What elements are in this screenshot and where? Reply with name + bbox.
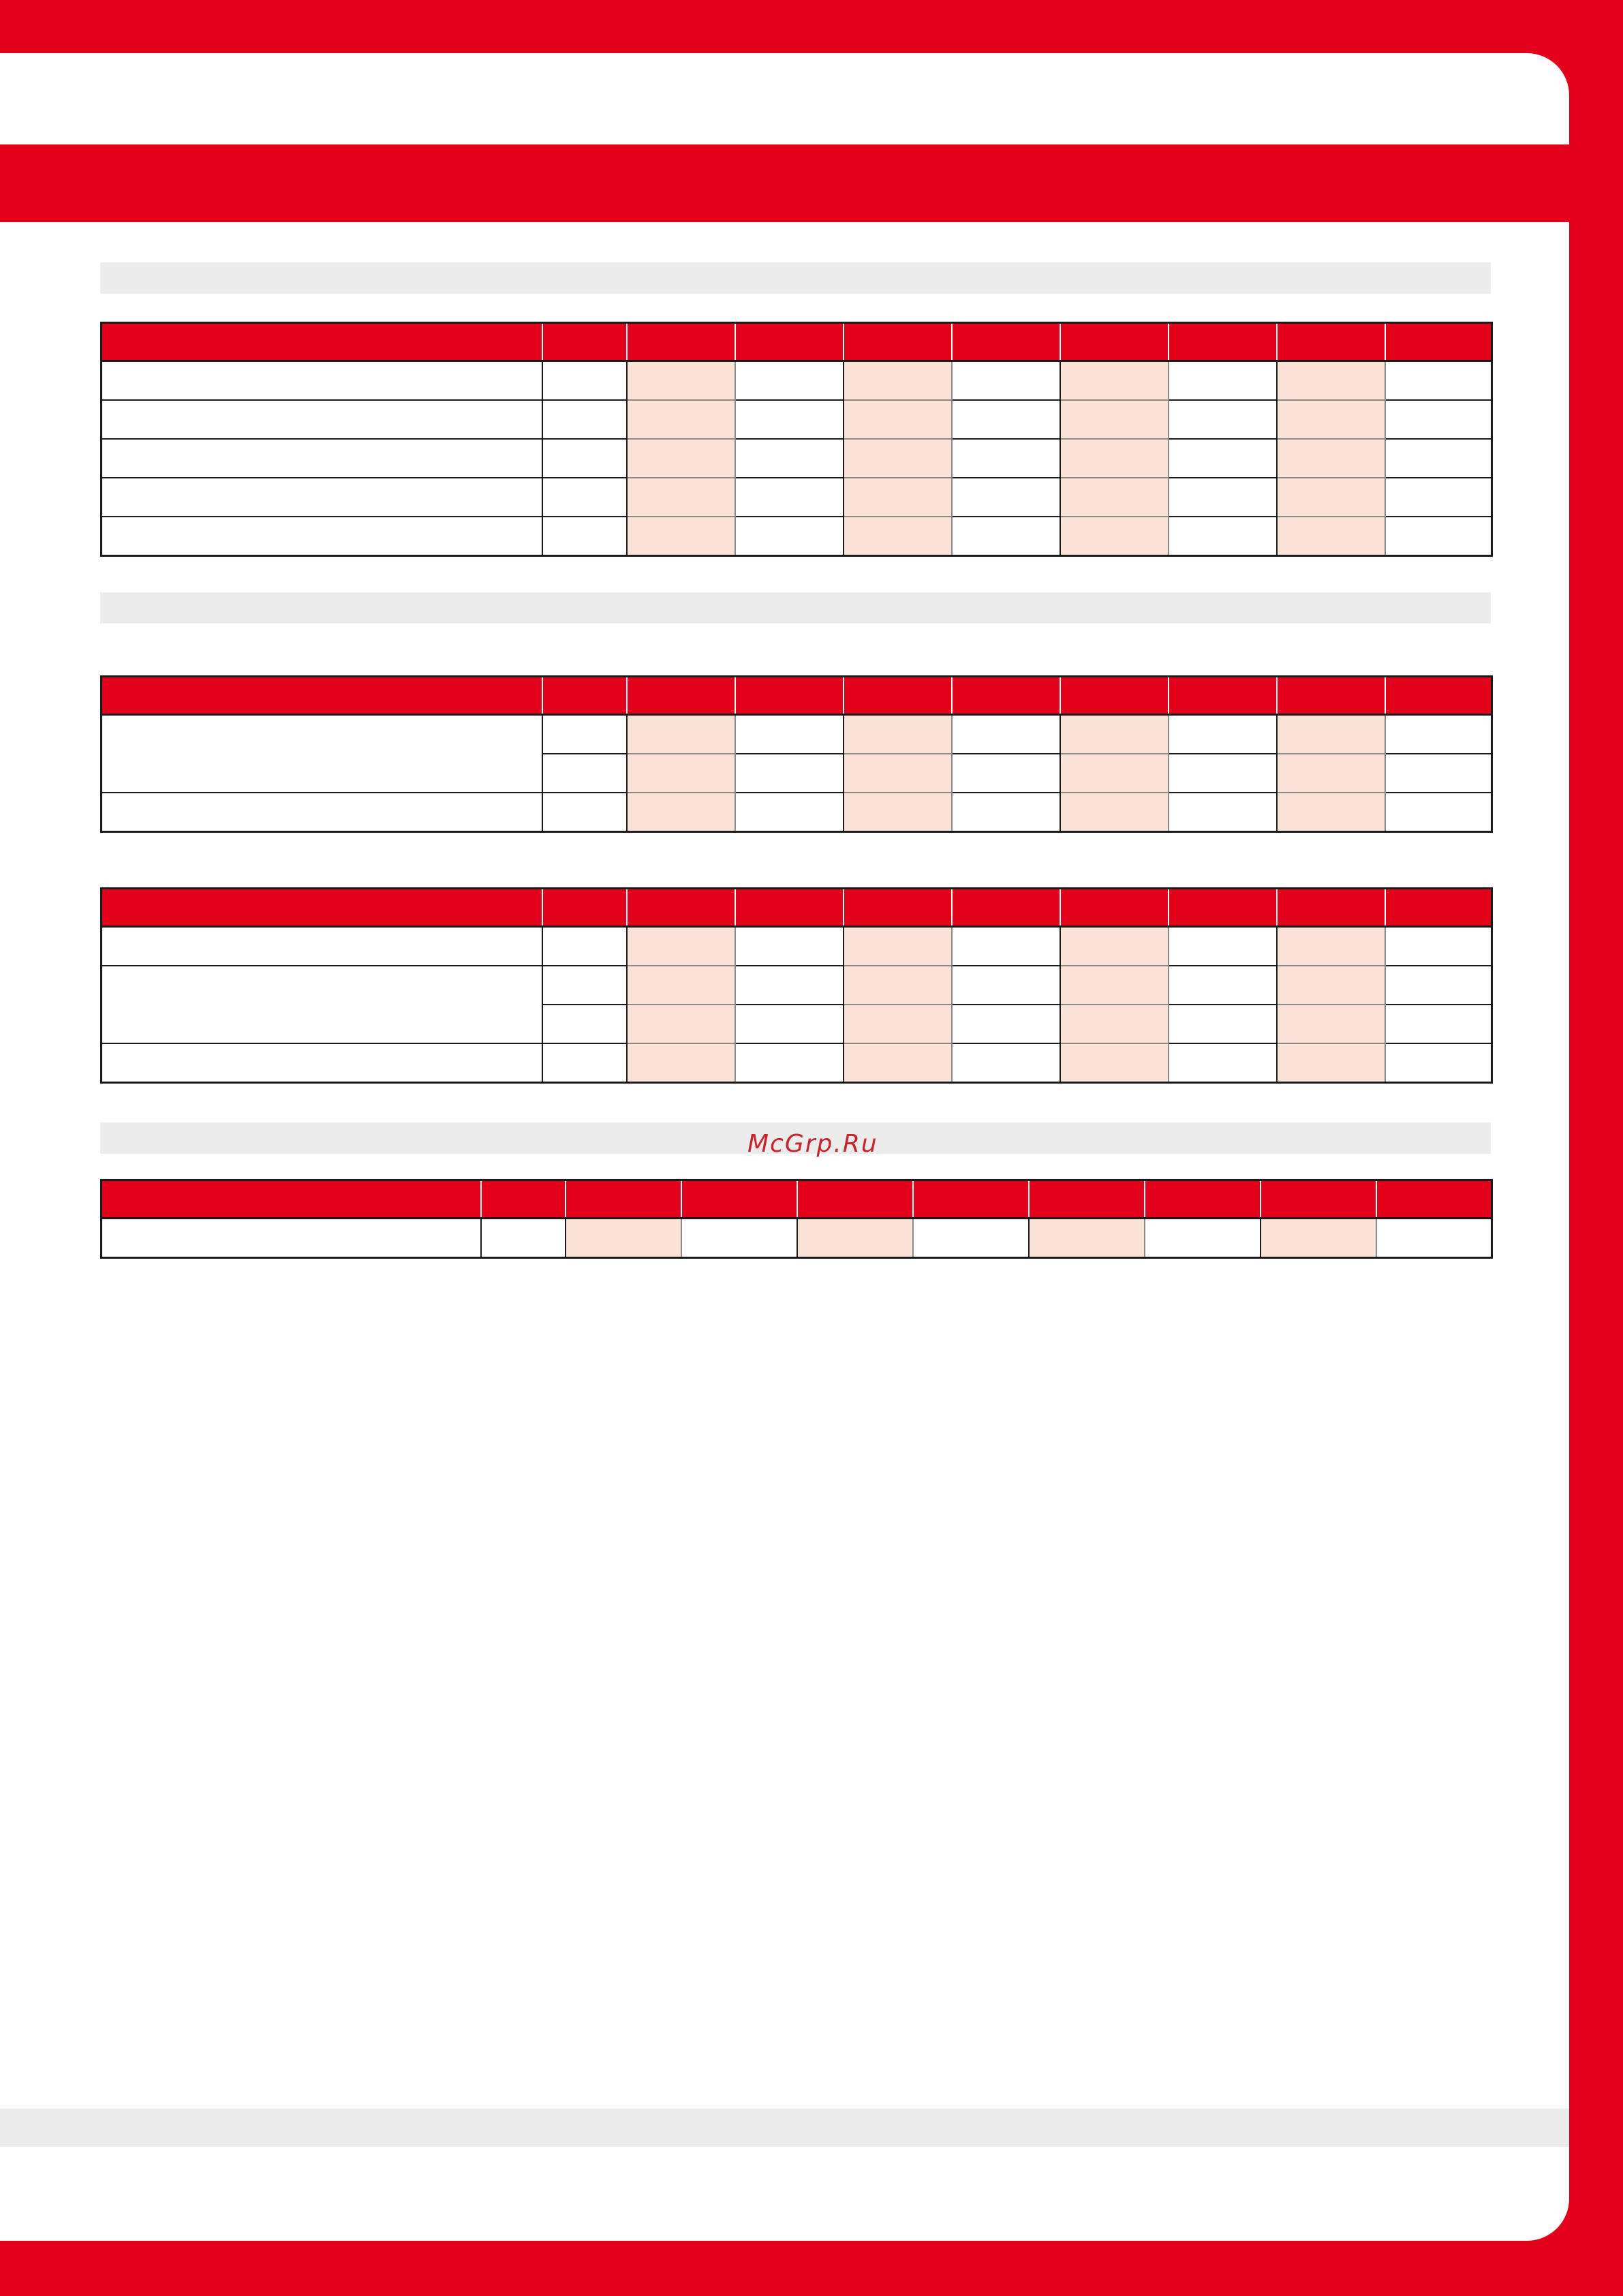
section-bar-1 xyxy=(100,262,1491,294)
table-row xyxy=(102,1219,1492,1258)
footer-band xyxy=(0,2109,1569,2147)
spec-table-3 xyxy=(100,887,1493,1084)
spec-table-2 xyxy=(100,675,1493,833)
spec-table-4 xyxy=(100,1179,1493,1259)
section-bar-2 xyxy=(100,592,1491,624)
table-row xyxy=(102,439,1492,478)
table-row xyxy=(102,361,1492,401)
spec-table-1 xyxy=(100,322,1493,557)
table-header-row xyxy=(102,1180,1492,1219)
table-row xyxy=(102,1043,1492,1083)
table-row xyxy=(102,927,1492,966)
table-row xyxy=(102,478,1492,517)
table-row xyxy=(102,400,1492,439)
watermark: McGrp.Ru xyxy=(747,1130,878,1158)
table-header-row xyxy=(102,323,1492,361)
table-row xyxy=(102,793,1492,832)
table-row xyxy=(102,517,1492,556)
table-header-row xyxy=(102,677,1492,715)
header-band xyxy=(0,144,1569,222)
table-row xyxy=(102,715,1492,754)
table-header-row xyxy=(102,889,1492,927)
table-row xyxy=(102,966,1492,1005)
